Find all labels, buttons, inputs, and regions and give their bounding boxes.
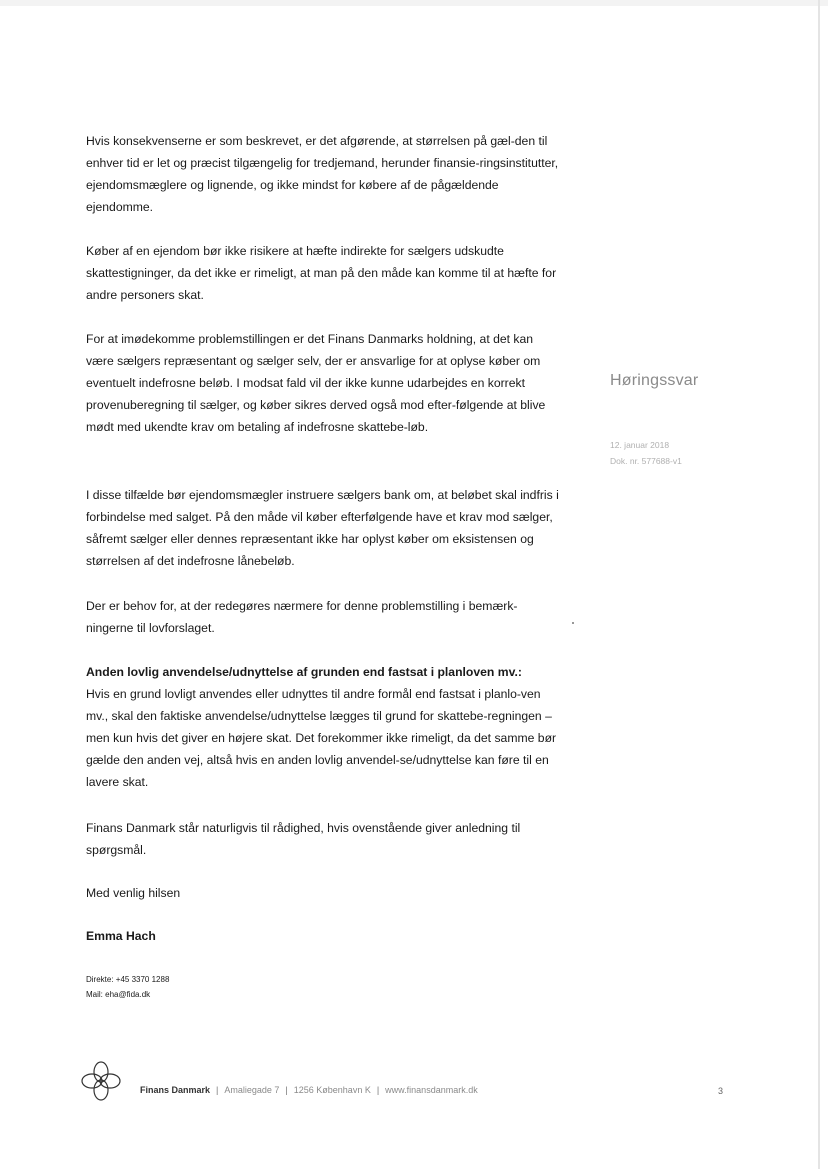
signature-name: Emma Hach [86,929,156,943]
paragraph-4: I disse tilfælde bør ejendomsmægler instruere sælgers bank om, at beløbet skal indfris i forbindelse med salget. På den måde vil køber efterfølgende have et krav mod sælger, såfremt sælger eller dennes repræsentant ikke har oplyst køber om eksistensen og størrelsen af det indefrosne lånebeløb. [86,488,559,568]
greeting: Med venlig hilsen [86,886,181,900]
contact-direct: Direkte: +45 3370 1288 [86,975,170,984]
scan-top-edge [0,0,828,6]
contact-block [86,972,169,1002]
footer-brand: Finans Danmark [140,1085,211,1095]
paragraph-1: Hvis konsekvenserne er som beskrevet, er det afgørende, at størrelsen på gæl-den til enhver tid er let og præcist tilgængelig for tredjemand, herunder finansie-ringsinstitutter, ejendomsmæglere og lignende, og ikke mindst for købere af de pågældende ejendomme. [86,134,559,214]
footer-separator: | [216,1085,219,1095]
footer-street: Amaliegade 7 [224,1085,280,1095]
paragraph-5: Der er behov for, at der redegøres nærmere for denne problemstilling i bemærk-ningerne til lovforslaget. [86,599,518,635]
footer-separator: | [285,1085,288,1095]
section-heading: Anden lovlig anvendelse/udnyttelse af grunden end fastsat i planloven mv.: [86,665,522,679]
scan-speck [572,622,574,624]
paragraph-3: For at imødekomme problemstillingen er det Finans Danmarks holdning, at det kan være sælgers repræsentant og sælger selv, der er ansvarlige for at oplyse køber om eventuelt indefrosne beløb. I modsat fald vil der ikke kunne udarbejdes en korrekt provenuberegning til sælger, og køber sikres derved også mod efter-følgende at blive mødt med ukendte krav om betaling af indefrosne skattebe-løb. [86,332,546,434]
document-type-title: Høringssvar [610,372,699,389]
document-date: 12. januar 2018 [610,440,670,450]
page-number: 3 [718,1086,724,1096]
footer-separator: | [376,1085,380,1095]
section-block [86,661,564,793]
footer-website-link[interactable]: www.finansdanmark.dk [385,1085,478,1095]
footer-address-line [140,1085,478,1095]
footer-city: 1256 København K [293,1085,371,1095]
contact-mail: Mail: eha@fida.dk [86,990,151,999]
scan-right-edge [818,0,820,1169]
section-text: Hvis en grund lovligt anvendes eller udnyttes til andre formål end fastsat i planlo-ven mv., skal den faktiske anvendelse/udnyttelse lægges til grund for skattebe-regningen – men kun hvis det giver en højere skat. Det forekommer ikke rimeligt, da det samme bør gælde den anden vej, altså hvis en anden lovlig anvendel-se/udnyttelse kan føre til en lavere skat. [86,687,557,789]
document-number: Dok. nr. 577688-v1 [610,456,682,466]
closing-paragraph: Finans Danmark står naturligvis til rådighed, hvis ovenstående giver anledning til spørgsmål. [86,821,521,857]
document-meta [610,437,682,469]
paragraph-2: Køber af en ejendom bør ikke risikere at hæfte indirekte for sælgers udskudte skattestigninger, da det ikke er rimeligt, at man på den måde kan komme til at hæfte for andre personers skat. [86,244,557,302]
finans-danmark-logo-icon [78,1058,124,1104]
page-footer [78,1058,738,1104]
